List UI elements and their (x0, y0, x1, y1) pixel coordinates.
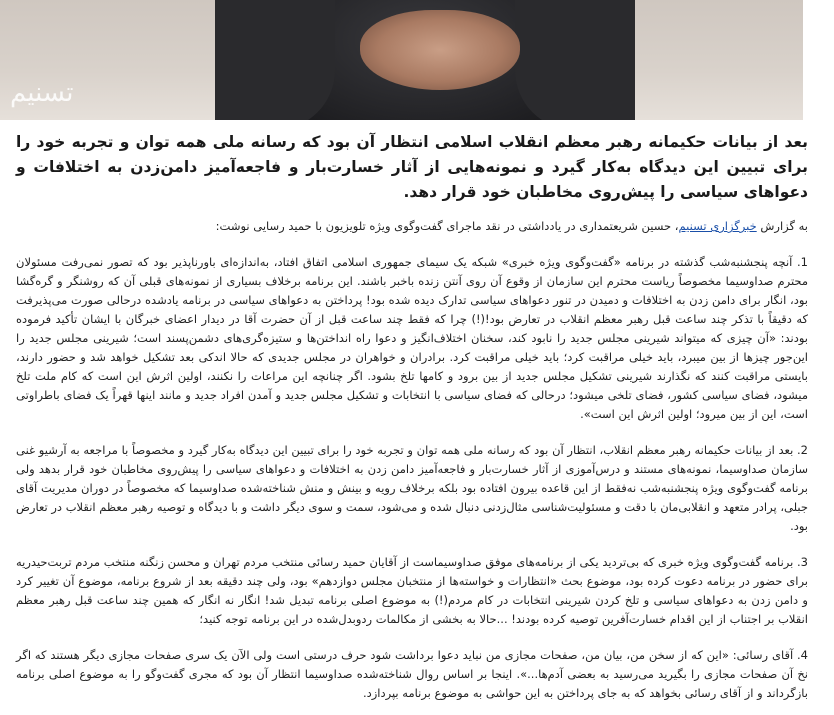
watermark-logo: تسنیم (10, 78, 74, 108)
paragraph: 2. بعد از بیانات حکیمانه رهبر معظم انقلاب، انتظار آن بود که رسانه ملی همه توان و تجربه خود را برای تبیین این دیدگاه به‌کار گیرد و مخصوصاً با مراجعه به آرشیو غنی سازمان صداوسیما، نمونه‌های مستند و درس‌آموزی از آثار خسارت‌بار و فاجعه‌آمیز دامن زدن به اختلافات و دعواهای سیاسی را پیش‌روی مخاطبان خود قرار بدهد ولی برنامه گفت‌وگوی ویژه پنجشنبه‌شب نه‌فقط از این قاعده بیرون افتاده بود بلکه برخلاف رویه و بینش و منش شناخته‌شده صداوسیما که مخصوصاً در دوران مدیریت آقای جبلی، پرادر متعهد و انقلابی‌مان با دقت و مسئولیت‌شناسی مثال‌زدنی دنبال شده و می‌شود، سمت و سوی دیگر داشت و با دیدگاه و توصیه رهبر معظم انقلاب در تعارض بود. (16, 443, 808, 533)
article-lead: بعد از بیانات حکیمانه رهبر معظم انقلاب اسلامی انتظار آن بود که رسانه ملی همه توان و تجربه خود را برای تبیین این دیدگاه به‌کار گیرد و نمونه‌هایی از آثار خسارت‌بار و فاجعه‌آمیز دامن‌زدن به اختلافات و دعواهای سیاسی را پیش‌روی مخاطبان خود قرار دهد. (16, 133, 808, 201)
intro-prefix: به گزارش (760, 219, 808, 233)
photo-robe-left (215, 0, 335, 120)
paragraph: 3. برنامه گفت‌وگوی ویژه خبری که بی‌تردید یکی از برنامه‌های موفق صداوسیماست از آقایان حمید رسائی منتخب مردم تهران و محسن زنگنه منتخب مردم تربت‌حیدریه برای حضور در برنامه دعوت کرده بود، موضوع بحث «انتظارات و خواسته‌ها از منتخبان مجلس دوازدهم» بود، ولی چند دقیقه بعد از شروع برنامه، موضوع آن تغییر کرد و دامن زدن به دعواهای سیاسی و تلخ کردن شیرینی انتخابات در کام مردم(!) به موضوع اصلی برنامه تبدیل شد! انگار نه انگار که همین چند ساعت قبل رهبر معظم انقلاب بر اجتناب از این اقدام خسارت‌آفرین توصیه کرده بودند! ...حالا به بخشی از مکالمات ردوبدل‌شده در این برنامه توجه کنید؛ (16, 555, 808, 626)
photo-hands (360, 10, 520, 90)
paragraph: 1. آنچه پنجشنبه‌شب گذشته در برنامه «گفت‌وگوی ویژه خبری» شبکه یک سیمای جمهوری اسلامی اتفاق افتاد، به‌اندازه‌ای باورناپذیر بود که تصور نمی‌رفت مسئولان محترم صداوسیما مخصوصاً ریاست محترم این سازمان از وقوع آن روی آنتن زنده باخبر باشند. این برنامه برخلاف بسیاری از نمونه‌های قبلی آن که روشنگر و گره‌گشا بود، انگار برای دامن زدن به اختلافات و دمیدن در تنور دعواهای سیاسی تدارک دیده شده بود! پرداختن به دعواهای سیاسی در برنامه یادشده درحالی صورت می‌پذیرفت که دقیقاً با تذکر چند ساعت قبل رهبر معظم انقلاب در تعارض بود!(!) چرا که فقط چند ساعت قبل از آن حضرت آقا در دیدار اعضای خبرگان با ایشان تأکید فرموده بودند: «آن چیزی که میتواند شیرینی مجلس جدید را نابود کند، سخنان اختلاف‌انگیز و دعوا راه انداختن‌ها و ستیزه‌گری‌های دشمن‌پسند است؛ شیرینی مجلس جدید را این‌جور چیزها از بین میبرد، باید خیلی مراقبت کرد؛ باید خیلی مراقبت کرد. برادران و خواهران در مجلس جدیدی که حالا اندکی بعد تشکیل خواهد شد و حضور دارند، بایستی مراقبت کنند که نگذارند شیرینی تشکیل مجلس جدید از بین برود و کامها تلخ بشود. اگر چنانچه این مراعات را نکنند، اولین اثرش این است که کام ملت تلخ میشود، فضای سیاسی کشور، فضای تلخی میشود؛ درحالی که فضای سیاسی با انتخابات و تشکیل مجلس جدید و آمدن افراد جدید و مانند اینها قهراً یک فضای باطراوتی است، این از بین میرود؛ اولین اثرش این است». (16, 255, 808, 421)
intro-suffix: ، حسین شریعتمداری در یادداشتی در نقد ماجرای گفت‌وگوی ویژه تلویزیون با حمید رسایی نوشت: (215, 219, 679, 233)
article-body (0, 122, 834, 703)
article-intro (16, 217, 808, 236)
source-link[interactable]: خبرگزاری تسنیم (678, 219, 757, 233)
photo-robe-right (515, 0, 635, 120)
article-photo (0, 0, 803, 120)
paragraph: 4. آقای رسائی: «این که از سخن من، بیان من، صفحات مجازی من نباید دعوا برداشت شود حرف درستی است ولی الآن یک سری صفحات مجازی دیگر هستند که اگر نخ آن صفحات مجازی را بگیرید می‌رسید به بعضی آدم‌ها...». اینجا بر اساس روال شناخته‌شده صداوسیما انتظار آن بود که مجری گفت‌وگو را به موضوع اصلی برنامه بازگرداند و از آقای رسائی بخواهد که به جای پرداختن به این حواشی به موضوع برنامه بپردازد. (16, 648, 808, 700)
